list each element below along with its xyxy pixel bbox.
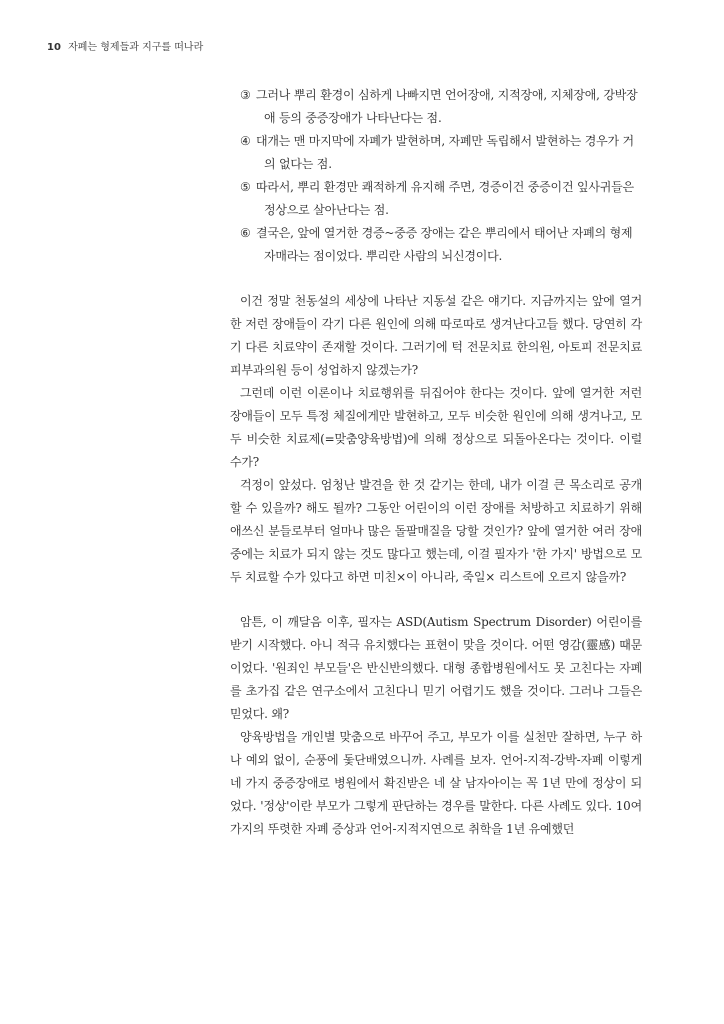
list-number: ③ [240, 88, 251, 102]
list-number: ⑥ [240, 226, 251, 240]
list-text: 따라서, 뿌리 환경만 쾌적하게 유지해 주면, 경증이건 중증이건 잎사귀들은 정상으로 살아난다는 점. [256, 180, 634, 217]
list-item [240, 176, 642, 222]
paragraph: 이건 정말 천동설의 세상에 나타난 지동설 같은 얘기다. 지금까지는 앞에 열거한 저런 장애들이 각기 다른 원인에 의해 따로따로 생겨난다고들 했다. 당연히 각기 다른 치료약이 존재할 것이다. 그러기에 턱 전문치료 한의원, 아토피 전문치료 피부과의원 등이 성업하지 않겠는가? [230, 294, 642, 377]
list-text: 결국은, 앞에 열거한 경증~중증 장애는 같은 뿌리에서 태어난 자폐의 형제자매라는 점이었다. 뿌리란 사람의 뇌신경이다. [256, 226, 633, 263]
page-number: 10 [47, 42, 61, 53]
paragraph: 암튼, 이 깨달음 이후, 필자는 ASD(Autism Spectrum Disorder) 어린이를 받기 시작했다. 아니 적극 유치했다는 표현이 맞을 것이다. 어떤 영감(靈感) 때문이었다. '원죄인 부모들'은 반신반의했다. 대형 종합병원에서도 못 고친다는 자폐를 초가집 같은 연구소에서 고친다니 믿기 어렵기도 했을 것이다. 그러나 그들은 믿었다. 왜? [230, 615, 642, 721]
running-title: 자폐는 형제들과 지구를 떠나라 [68, 42, 204, 53]
list-item [240, 84, 642, 130]
list-text: 그러나 뿌리 환경이 심하게 나빠지면 언어장애, 지적장애, 지체장애, 강박장애 등의 중증장애가 나타난다는 점. [256, 88, 638, 125]
paragraph: 걱정이 앞섰다. 엄청난 발견을 한 것 같기는 한데, 내가 이걸 큰 목소리로 공개할 수 있을까? 해도 될까? 그동안 어린이의 이런 장애를 처방하고 치료하기 위해 애쓰신 분들로부터 얼마나 많은 돌팔매질을 당할 것인가? 앞에 열거한 여러 장애 중에는 치료가 되지 않는 것도 많다고 했는데, 이걸 필자가 '한 가지' 방법으로 모두 치료할 수가 있다고 하면 미친×이 아니라, 죽일× 리스트에 오르지 않을까? [230, 478, 642, 584]
list-number: ④ [240, 134, 251, 148]
list-item [240, 130, 642, 176]
paragraph: 양육방법을 개인별 맞춤으로 바꾸어 주고, 부모가 이를 실천만 잘하면, 누구 하나 예외 없이, 순풍에 돛단배였으니까. 사례를 보자. 언어-지적-강박-자폐 이렇게 네 가지 중증장애로 병원에서 확진받은 네 살 남자아이는 꼭 1년 만에 정상이 되었다. '정상'이란 부모가 그렇게 판단하는 경우를 말한다. 다른 사례도 있다. 10여 가지의 뚜렷한 자폐 증상과 언어-지적지연으로 취학을 1년 유예했던 [230, 730, 642, 836]
running-header [47, 38, 203, 53]
list-number: ⑤ [240, 180, 251, 194]
paragraph: 그런데 이런 이론이나 치료행위를 뒤집어야 한다는 것이다. 앞에 열거한 저런 장애들이 모두 특정 체질에게만 발현하고, 모두 비슷한 원인에 의해 생겨나고, 모두 비슷한 치료제(=맞춤양육방법)에 의해 정상으로 되돌아온다는 것이다. 이럴 수가? [230, 386, 642, 469]
list-item [240, 222, 642, 268]
list-text: 대개는 맨 마지막에 자폐가 발현하며, 자폐만 독립해서 발현하는 경우가 거의 없다는 점. [256, 134, 634, 171]
page-body [230, 84, 642, 841]
numbered-list [230, 84, 642, 268]
